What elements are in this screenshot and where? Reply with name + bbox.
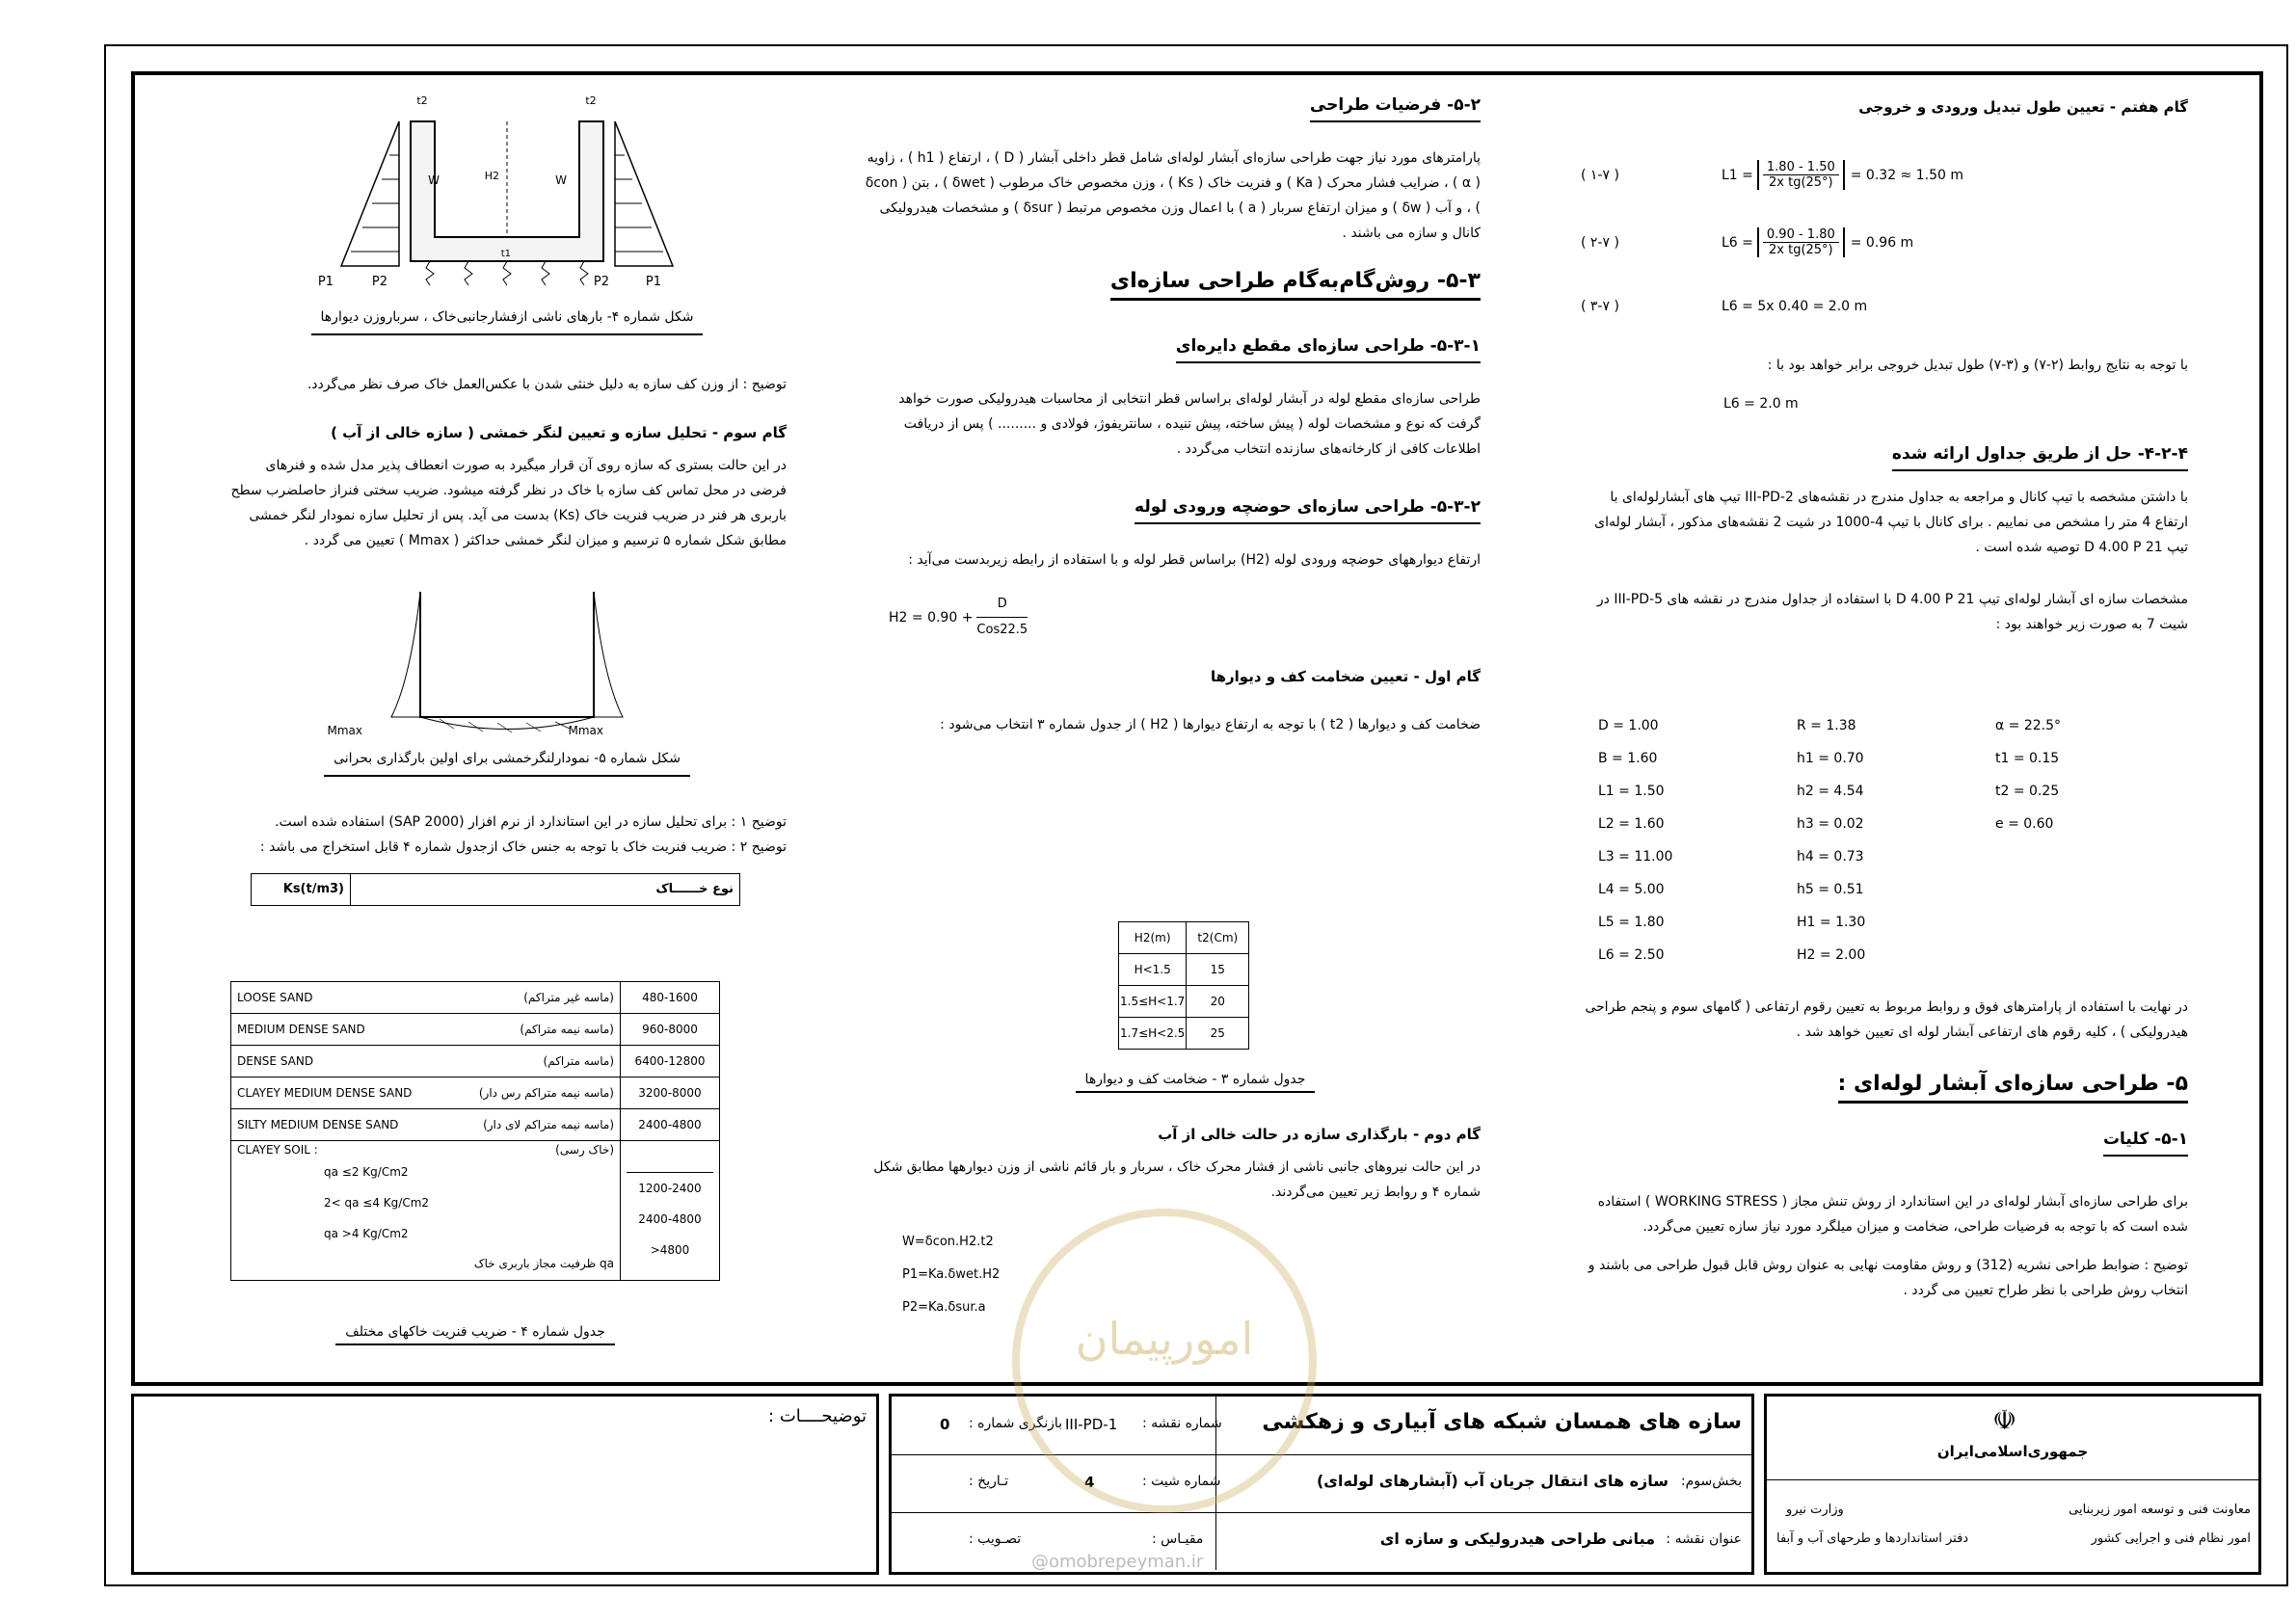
left-column [227,83,787,906]
table4-ks-value: 3200-8000 [621,1078,720,1109]
parameter-value: α = 22.5° [1995,718,2062,733]
middle-column [864,93,1481,751]
eq-p2: P2=Ka.δsur.a [902,1300,986,1315]
map-no-label: شماره نقشه : [1142,1416,1222,1431]
org-affairs: امور نظام فنی و اجرایی کشور [2091,1531,2251,1546]
parameter-row [1590,709,2186,742]
table4-row [231,1014,720,1046]
parameter-rows [1590,709,2186,971]
step-7-text: با توجه به نتایج روابط (۲-۷) و (۳-۷) طول تبدیل خروجی برابر خواهد بود با : [1767,358,2188,373]
h2-eq-left: H2 = 0.90 + [889,609,974,625]
clay-soil-en: CLAYEY SOIL : [237,1143,318,1157]
parameter-value: L1 = 1.50 [1598,784,1665,799]
parameter-value: H2 = 2.00 [1797,947,1866,963]
fig5-mmax-right: Mmax [568,724,603,737]
table4-ks-value: 6400-12800 [621,1046,720,1078]
eq71-right: = 0.32 ≈ 1.50 m [1850,167,1963,183]
eq72-den: 2x tg(25°) [1769,243,1833,257]
section-5-3-1-title: ۵-۳-۱- طراحی سازه‌ای مقطع دایره‌ای [1176,333,1481,363]
organization-box [1764,1394,2261,1575]
parameter-value: t1 = 0.15 [1995,751,2060,766]
map-title: مبانی طراحی هیدرولیکی و سازه ای [1379,1530,1655,1548]
figure-4-caption: شکل شماره ۴- بارهای ناشی ازفشارجانبی‌خاک ، سرباروزن دیوارها [311,305,704,335]
soil-name-en: SILTY MEDIUM DENSE SAND [237,1118,399,1131]
parameter-value: L5 = 1.80 [1598,915,1665,930]
table4-clay-ks [621,1141,720,1281]
step-2-title: گام دوم - بارگذاری سازه در حالت خالی از آب [1158,1126,1481,1143]
watermark-logo [1012,1209,1317,1513]
eq71-left: L1 = [1722,167,1753,183]
fig4-t2-left: t2 [416,94,428,107]
soil-name-en: LOOSE SAND [237,991,313,1004]
right-column-body [1577,353,2188,651]
equation-7-1 [1722,160,1963,190]
map-no: III-PD-1 [1065,1416,1118,1433]
figure-5-caption: شکل شماره ۵- نمودارلنگرخمشی برای اولین بارگذاری بحرانی [324,746,690,777]
parameter-value: H1 = 1.30 [1797,915,1866,930]
org-ministry: وزارت نیرو [1786,1503,1844,1517]
parameter-row [1590,873,2186,906]
parameter-value: t2 = 0.25 [1995,784,2060,799]
fig4-t1: t1 [500,249,511,259]
parameter-row [1590,939,2186,971]
params-after-text: در نهایت با استفاده از پارامترهای فوق و روابط مربوط به تعیین رقوم ارتفاعی ( گامهای سوم و پنجم طراحی هیدرولیکی ) ، کلیه رقوم های ارتفاعی آبشار لوله ای تعیین خواهد شد . [1585,999,2188,1040]
notes-label: توضیحــــات : [768,1406,867,1426]
soil-name-en: CLAYEY MEDIUM DENSE SAND [237,1086,413,1100]
table4-header-ks: Ks(t/m3) [252,874,351,906]
step-1-title: گام اول - تعیین ضخامت کف و دیوارها [1210,668,1481,685]
eq71-den: 2x tg(25°) [1769,175,1833,190]
note-1: توضیح ۱ : برای تحلیل سازه در این استاندارد از نرم افزار (SAP 2000) استفاده شده است. [275,814,787,830]
table3-header-h2: H2(m) [1119,922,1187,954]
watermark-url: @omobrepeyman.ir [1031,1552,1204,1572]
eq72-label: ( ۲-۷ ) [1581,235,1619,251]
table4-row [231,1078,720,1109]
table4-soil-type [231,1014,621,1046]
parameter-row [1590,840,2186,873]
parameter-value: D = 1.00 [1598,718,1659,733]
parameter-value: h1 = 0.70 [1797,751,1864,766]
section-4-2-4-text: با داشتن مشخصه با تیپ کانال و مراجعه به جداول مندرج در نقشه‌های III-PD-2 تیپ های آبشارلوله‌ای با ارتفاع 4 متر را مشخص می نماییم . برای کانال با تیپ 4-1000 در شیت 2 نقشه‌های مذکور ، آبشار لوله‌ای تیپ D 4.00 P 21 توصیه شده است . [1594,490,2188,555]
parameter-row [1590,742,2186,775]
soil-name-fa: (ماسه متراکم) [543,1054,614,1068]
h2-eq-denominator: Cos22.5 [976,623,1028,637]
soil-name-en: DENSE SAND [237,1054,314,1068]
eq72-left: L6 = [1722,234,1753,251]
eq72-num: 0.90 - 1.80 [1763,227,1839,243]
section-4-2-4-text2: مشخصات سازه ای آبشار لوله‌ای تیپ D 4.00 P 21 با استفاده از جداول مندرج در نقشه های III-PD-5 در شیت 7 به صورت زیر خواهند بود : [1596,592,2188,632]
parameter-value [1988,939,2186,971]
fig4-t2-right: t2 [585,94,597,107]
rev-no: 0 [940,1416,950,1433]
parameter-value: L6 = 2.50 [1598,947,1665,963]
clay-note: qa ظرفیت مجاز باربری خاک [473,1257,614,1270]
parameter-value [1988,906,2186,939]
section-5-3-2-title: ۵-۳-۲- طراحی سازه‌ای حوضچه ورودی لوله [1135,494,1481,524]
note-figure-4: توضیح : از وزن کف سازه به دلیل خنثی شدن با عکس‌العمل خاک صرف نظر می‌گردد. [307,377,787,392]
sheet-no: 4 [1084,1474,1095,1491]
clay-soil-fa: (خاک رسی) [555,1143,614,1157]
table-4-body [230,981,720,1281]
clay-condition: 2< qa ≤4 Kg/Cm2 [324,1196,430,1210]
fig4-w-left: W [428,173,440,187]
table4-ks-value: 480-1600 [621,982,720,1014]
org-office: دفتر استانداردها و طرحهای آب و آبفا [1776,1531,1969,1546]
clay-ks-value: 1200-2400 [627,1172,713,1204]
parameter-value: h5 = 0.51 [1797,882,1864,897]
soil-name-fa: (ماسه غیر متراکم) [523,991,614,1004]
table4-ks-value: 960-8000 [621,1014,720,1046]
section-5-1-note: توضیح : ضوابط طراحی نشریه (312) و روش مقاومت نهایی به عنوان روش قابل قبول طراحی می باشند و انتخاب روش طراحی با نظر طراح تعیین می گردد . [1588,1258,2188,1298]
fig4-p2-left: P2 [371,275,387,289]
section-4-2-4-title: ۴-۲-۴- حل از طریق جداول ارائه شده [1892,441,2188,471]
parameter-value [1988,873,2186,906]
step-7-result: L6 = 2.0 m [1723,396,1799,412]
table3-cell: 25 [1187,1018,1249,1050]
table3-header-t2: t2(Cm) [1187,922,1249,954]
note-2: توضیح ۲ : ضریب فنریت خاک با توجه به جنس خاک ازجدول شماره ۴ قابل استخراج می باشد : [259,839,787,855]
table3-cell: H<1.5 [1119,954,1187,986]
iran-emblem-icon: ☫ [1992,1404,2017,1436]
step-2-equations [902,1226,1000,1324]
table4-header-type: نوع خــــــاک [351,874,740,906]
eq72-right: = 0.96 m [1850,234,1914,251]
h2-eq-numerator: D [976,592,1028,618]
step-3-text: در این حالت بستری که سازه روی آن قرار میگیرد به صورت انعطاف پذیر مدل شده و فنرهای فرضی در محل تماس کف سازه با خاک در نظر گرفته میشود. ضریب سختی فنراز حاصلضرب سطح باربری هر فنر در ضریب فنریت خاک (Ks) بدست می آید. پس از تحلیل سازه نمودار لنگر خمشی مطابق شکل شماره ۵ ترسیم و میزان لنگر خمشی حداکثر ( Mmax ) تعیین می گردد . [230,458,787,548]
parameter-value: L4 = 5.00 [1598,882,1665,897]
step-1-text: ضخامت کف و دیوارها ( t2 ) با توجه به ارتفاع دیوارها ( H2 ) از جدول شماره ۳ انتخاب می‌شود : [940,717,1481,732]
parameter-value: L2 = 1.60 [1598,816,1665,832]
parameter-row [1590,775,2186,808]
fig4-w-right: W [555,173,567,187]
section-5-2-title: ۵-۲- فرضیات طراحی [1310,93,1481,122]
parameter-value: h2 = 4.54 [1797,784,1864,799]
sheet-label: شماره شیت : [1142,1474,1221,1489]
eq71-label: ( ۱-۷ ) [1581,168,1619,183]
right-column [1577,94,2188,127]
parameter-row [1590,808,2186,840]
table-3-caption: جدول شماره ۳ - ضخامت کف و دیوارها [1076,1072,1316,1093]
figure-5-moment-diagram [327,572,652,746]
section-label: بخش‌سوم: [1680,1474,1742,1489]
table4-soil-type [231,1046,621,1078]
table-3-thickness [1118,921,1249,1050]
rev-label: بازنگری شماره : [969,1416,1063,1431]
fig4-p2-right: P2 [593,275,609,289]
table4-clay-soil [231,1141,621,1281]
eq73-label: ( ۳-۷ ) [1581,299,1619,314]
fig4-h2: H2 [484,170,499,182]
section-5-1-title: ۵-۱- کلیات [2103,1127,2188,1157]
parameter-value: R = 1.38 [1797,718,1856,733]
scale-label: مقیـاس : [1152,1531,1204,1547]
parameter-value: B = 1.60 [1598,751,1658,766]
table4-rows [231,982,720,1281]
eq-w: W=δcon.H2.t2 [902,1235,994,1249]
clay-condition: qa ≤2 Kg/Cm2 [324,1165,409,1179]
section-value: سازه های انتقال جریان آب (آبشارهای لوله‌ای) [1316,1472,1669,1490]
fig4-p1-right: P1 [645,275,661,289]
table3-cell: 20 [1187,986,1249,1018]
table-4-caption: جدول شماره ۴ - ضریب فنریت خاکهای مختلف [335,1324,615,1345]
table4-soil-type [231,982,621,1014]
step-3-title: گام سوم - تحلیل سازه و تعیین لنگر خمشی ( سازه خالی از آب ) [331,424,787,441]
soil-name-en: MEDIUM DENSE SAND [237,1023,365,1036]
watermark-text: امورپیمان [1075,1313,1254,1365]
clay-ks-value: 2400-4800 [638,1212,702,1226]
parameter-row [1590,906,2186,939]
org-deputy: معاونت فنی و توسعه امور زیربنایی [2069,1503,2251,1517]
section-5-2-text: پارامترهای مورد نیاز جهت طراحی سازه‌ای آبشار لوله‌ای شامل قطر داخلی آبشار ( D ) ، ارتفاع ( h1 ) ، زاویه ( α ) ، ضرایب فشار محرک ( Ka ) و فنریت خاک ( Ks ) ، وزن مخصوص خاک مرطوب ( δwet ) ، بتن ( δcon ) ، و آب ( δw ) و میزان ارتفاع سربار ( a ) با اعمال وزن مخصوص مرتبط ( δsur ) و مشخصات هیدرولیکی کانال و سازه می باشند . [865,150,1481,241]
equation-7-2 [1722,227,1913,257]
fig5-mmax-left: Mmax [327,724,362,737]
table-4-soil-ks [251,873,740,906]
parameter-value: h3 = 0.02 [1797,816,1864,832]
table3-cell: 1.7≤H<2.5 [1119,1018,1187,1050]
section-5-1-text: برای طراحی سازه‌ای آبشار لوله‌ای در این استاندارد از روش تنش مجاز ( WORKING STRESS ) استفاده شده است که با توجه به فرضیات طراحی، ضخامت و میزان میلگرد مورد نیاز سازه تعیین می‌گردد. [1597,1194,2188,1235]
structural-parameters [1590,709,2188,971]
approval-label: تصـویب : [969,1531,1022,1547]
parameter-value: L3 = 11.00 [1598,849,1673,865]
soil-name-fa: (ماسه نیمه متراکم لای دار) [483,1118,614,1131]
table3-cell: 15 [1187,954,1249,986]
table4-row [231,982,720,1014]
step-2-text: در این حالت نیروهای جانبی ناشی از فشار محرک خاک ، سربار و بار قائم ناشی از وزن دیوارهها مطابق شکل شماره ۴ و روابط زیر تعیین می‌گردند. [873,1159,1481,1200]
section-5-3-2-text: ارتفاع دیوارههای حوضچه ورودی لوله (H2) براساس قطر لوله و با استفاده از رابطه زیربدست می‌آید : [908,552,1481,568]
parameter-value: h4 = 0.73 [1797,849,1864,865]
table3-cell: 1.5≤H<1.7 [1119,986,1187,1018]
notes-box [131,1394,879,1575]
table4-soil-type [231,1078,621,1109]
clay-ks-value: >4800 [650,1243,690,1257]
right-column-lower [1577,995,2188,1317]
figure-4-wall-loads [314,83,700,305]
section-5-3-1-text: طراحی سازه‌ای مقطع لوله در آبشار لوله‌ای براساس قطر انتخابی از محاسبات هیدرولیکی صورت خواهد گرفت که نوع و مشخصات لوله ( پیش ساخته، پیش تنیده ، سانتریفوژ، فولادی و ......... ) پس از دریافت اطلاعات کافی از کارخانه‌های سازنده انتخاب می‌گردد . [898,391,1481,457]
parameter-value: e = 0.60 [1995,816,2054,832]
table4-row [231,1109,720,1141]
fig4-p1-left: P1 [317,275,334,289]
table4-soil-type [231,1109,621,1141]
equation-7-3: L6 = 5x 0.40 = 2.0 m [1722,299,1868,314]
section-5-title: ۵- طراحی سازه‌ای آبشار لوله‌ای : [1838,1072,2188,1104]
date-label: تـاریخ : [969,1474,1009,1489]
section-5-3-title: ۵-۳- روش‌گام‌به‌گام طراحی سازه‌ای [1110,269,1481,301]
table4-row [231,1141,720,1281]
middle-column-lower [864,1122,1481,1218]
clay-condition: qa >4 Kg/Cm2 [324,1227,409,1240]
parameter-value [1988,840,2186,873]
soil-name-fa: (ماسه نیمه متراکم رس دار) [478,1086,614,1100]
project-box [889,1394,1754,1575]
main-title: سازه های همسان شبکه های آبیاری و زهکشی [1262,1410,1742,1434]
step-7-title: گام هفتم - تعیین طول تبدیل ورودی و خروجی [1858,98,2188,116]
table4-row [231,1046,720,1078]
eq71-num: 1.80 - 1.50 [1763,160,1839,175]
h2-equation [889,592,1481,643]
table4-ks-value: 2400-4800 [621,1109,720,1141]
map-title-label: عنوان نقشه : [1666,1531,1742,1547]
country-name: جمهوری‌اسلامی‌ایران [1936,1443,2089,1460]
soil-name-fa: (ماسه نیمه متراکم) [520,1023,614,1036]
eq-p1: P1=Ka.δwet.H2 [902,1267,1001,1282]
